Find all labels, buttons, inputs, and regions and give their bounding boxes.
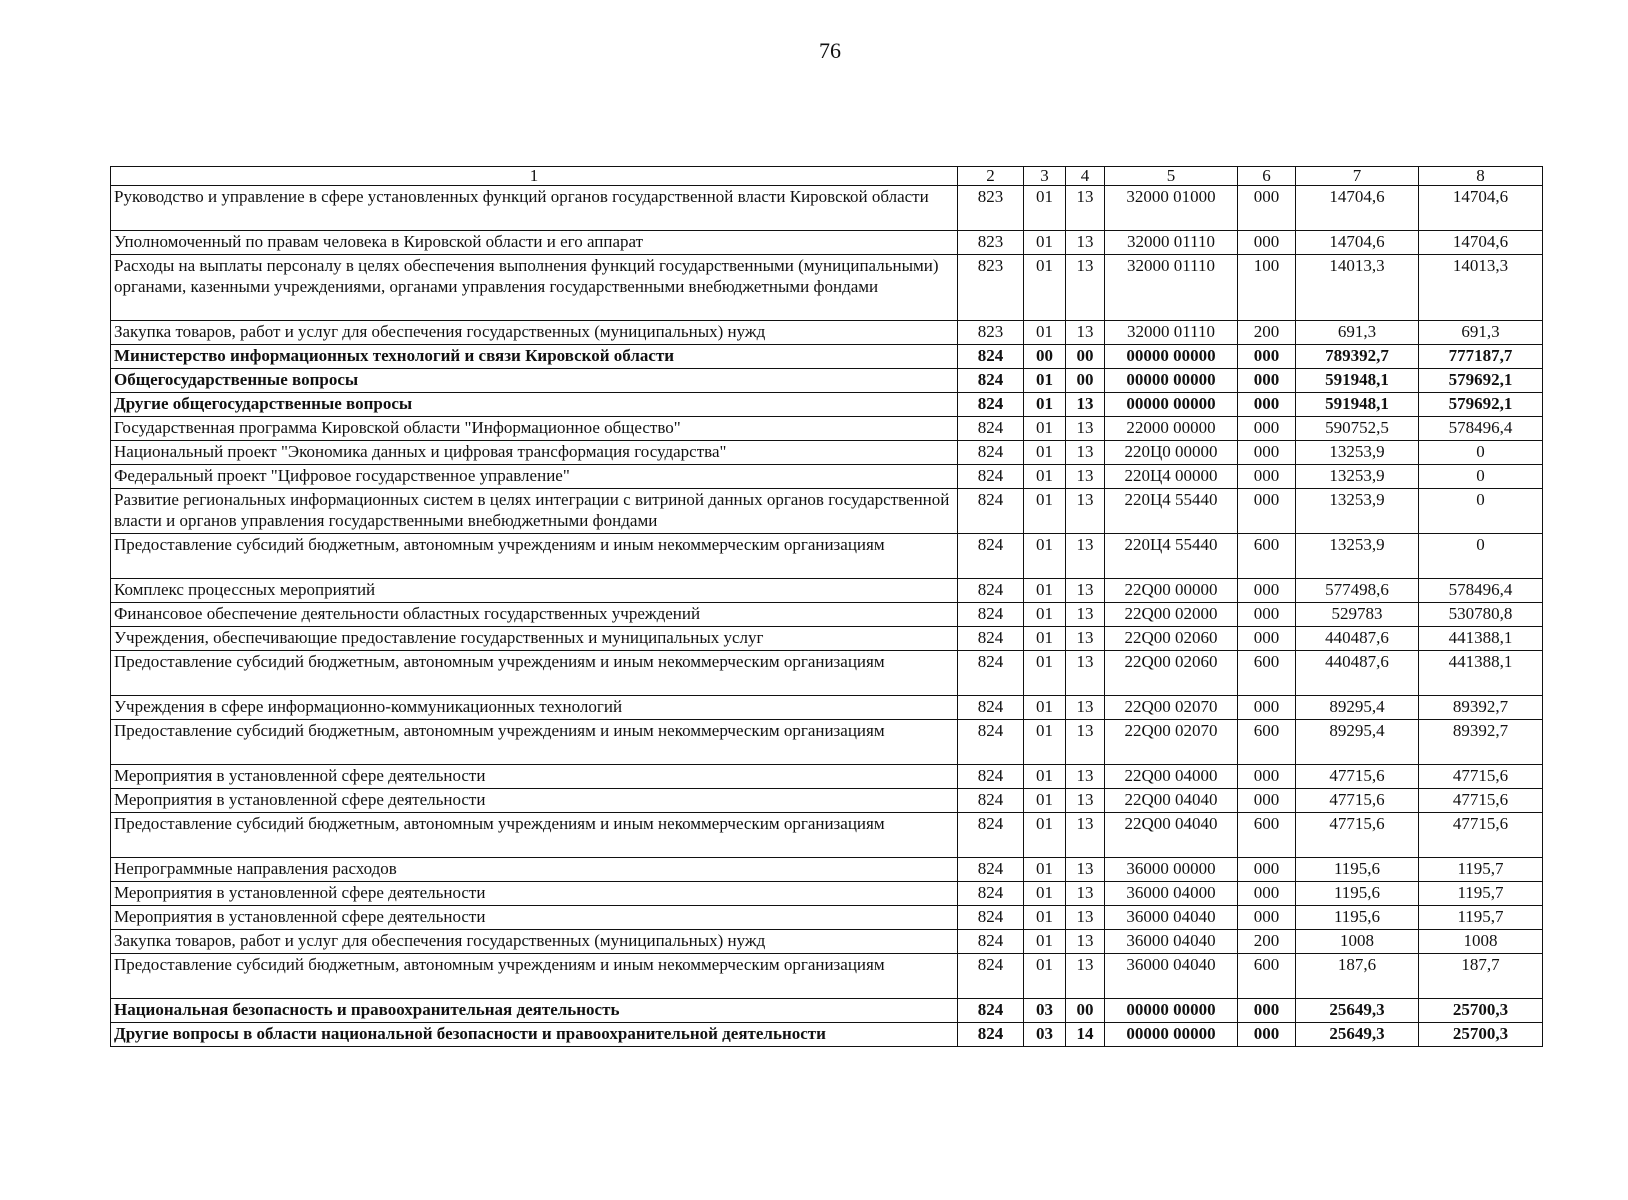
cell-row-name: Государственная программа Кировской области "Информационное общество" [111,417,958,441]
cell-expense-type-code: 000 [1238,417,1296,441]
cell-row-name: Предоставление субсидий бюджетным, автономным учреждениям и иным некоммерческим организациям [111,813,958,858]
cell-amount-year-2: 47715,6 [1419,789,1543,813]
cell-target-article-code: 32000 01000 [1105,186,1238,231]
cell-section-code: 01 [1024,954,1066,999]
column-header: 2 [958,167,1024,186]
cell-subsection-code: 13 [1066,603,1105,627]
cell-ministry-code: 824 [958,489,1024,534]
cell-subsection-code: 13 [1066,954,1105,999]
cell-expense-type-code: 000 [1238,579,1296,603]
cell-section-code: 01 [1024,930,1066,954]
cell-ministry-code: 824 [958,720,1024,765]
cell-ministry-code: 824 [958,417,1024,441]
cell-target-article-code: 220Ц4 55440 [1105,489,1238,534]
cell-expense-type-code: 000 [1238,489,1296,534]
cell-expense-type-code: 000 [1238,231,1296,255]
cell-expense-type-code: 000 [1238,1023,1296,1047]
cell-subsection-code: 13 [1066,417,1105,441]
table-row [111,882,1543,906]
table-row [111,789,1543,813]
cell-amount-year-1: 591948,1 [1296,393,1419,417]
cell-amount-year-1: 691,3 [1296,321,1419,345]
cell-ministry-code: 824 [958,534,1024,579]
table-row [111,369,1543,393]
cell-amount-year-2: 89392,7 [1419,720,1543,765]
cell-ministry-code: 824 [958,813,1024,858]
cell-ministry-code: 824 [958,954,1024,999]
cell-subsection-code: 13 [1066,534,1105,579]
cell-target-article-code: 00000 00000 [1105,999,1238,1023]
cell-target-article-code: 22Q00 02070 [1105,696,1238,720]
cell-expense-type-code: 000 [1238,369,1296,393]
cell-subsection-code: 13 [1066,765,1105,789]
cell-section-code: 01 [1024,417,1066,441]
cell-subsection-code: 13 [1066,930,1105,954]
cell-amount-year-1: 529783 [1296,603,1419,627]
cell-row-name: Развитие региональных информационных систем в целях интеграции с витриной данных органов государственной власти и органов управления государственными внебюджетными фондами [111,489,958,534]
cell-ministry-code: 824 [958,393,1024,417]
cell-section-code: 01 [1024,321,1066,345]
cell-row-name: Федеральный проект "Цифровое государственное управление" [111,465,958,489]
cell-section-code: 01 [1024,489,1066,534]
cell-amount-year-1: 440487,6 [1296,627,1419,651]
cell-row-name: Руководство и управление в сфере установленных функций органов государственной власти Кировской области [111,186,958,231]
cell-subsection-code: 13 [1066,789,1105,813]
cell-ministry-code: 823 [958,186,1024,231]
cell-subsection-code: 13 [1066,720,1105,765]
cell-amount-year-1: 14704,6 [1296,231,1419,255]
cell-subsection-code: 13 [1066,231,1105,255]
cell-subsection-code: 13 [1066,441,1105,465]
cell-row-name: Другие общегосударственные вопросы [111,393,958,417]
cell-section-code: 01 [1024,813,1066,858]
cell-amount-year-1: 13253,9 [1296,534,1419,579]
cell-amount-year-2: 0 [1419,534,1543,579]
cell-section-code: 01 [1024,579,1066,603]
table-body [111,186,1543,1047]
cell-amount-year-1: 789392,7 [1296,345,1419,369]
cell-row-name: Уполномоченный по правам человека в Кировской области и его аппарат [111,231,958,255]
cell-expense-type-code: 000 [1238,906,1296,930]
cell-target-article-code: 22Q00 02070 [1105,720,1238,765]
cell-amount-year-1: 440487,6 [1296,651,1419,696]
column-header: 1 [111,167,958,186]
cell-section-code: 01 [1024,696,1066,720]
table-row [111,579,1543,603]
column-header: 3 [1024,167,1066,186]
cell-row-name: Закупка товаров, работ и услуг для обеспечения государственных (муниципальных) нужд [111,930,958,954]
cell-subsection-code: 13 [1066,393,1105,417]
cell-subsection-code: 13 [1066,627,1105,651]
cell-subsection-code: 13 [1066,651,1105,696]
cell-section-code: 01 [1024,231,1066,255]
table-row [111,345,1543,369]
cell-ministry-code: 824 [958,858,1024,882]
cell-target-article-code: 220Ц0 00000 [1105,441,1238,465]
cell-amount-year-1: 187,6 [1296,954,1419,999]
cell-amount-year-1: 13253,9 [1296,465,1419,489]
cell-amount-year-1: 47715,6 [1296,789,1419,813]
cell-amount-year-2: 47715,6 [1419,813,1543,858]
cell-row-name: Предоставление субсидий бюджетным, автономным учреждениям и иным некоммерческим организациям [111,954,958,999]
cell-row-name: Предоставление субсидий бюджетным, автономным учреждениям и иным некоммерческим организациям [111,720,958,765]
cell-amount-year-2: 578496,4 [1419,417,1543,441]
cell-section-code: 01 [1024,720,1066,765]
cell-subsection-code: 13 [1066,906,1105,930]
cell-target-article-code: 32000 01110 [1105,255,1238,321]
table-row [111,321,1543,345]
cell-amount-year-1: 13253,9 [1296,489,1419,534]
table-row [111,417,1543,441]
table-row [111,1023,1543,1047]
cell-expense-type-code: 000 [1238,345,1296,369]
column-header: 5 [1105,167,1238,186]
table-row [111,930,1543,954]
cell-target-article-code: 36000 04040 [1105,930,1238,954]
cell-amount-year-2: 47715,6 [1419,765,1543,789]
cell-expense-type-code: 600 [1238,651,1296,696]
cell-row-name: Комплекс процессных мероприятий [111,579,958,603]
cell-target-article-code: 00000 00000 [1105,393,1238,417]
cell-expense-type-code: 000 [1238,765,1296,789]
cell-amount-year-1: 89295,4 [1296,696,1419,720]
column-header: 4 [1066,167,1105,186]
table-row [111,186,1543,231]
cell-row-name: Общегосударственные вопросы [111,369,958,393]
cell-ministry-code: 824 [958,345,1024,369]
cell-section-code: 01 [1024,255,1066,321]
table-row [111,813,1543,858]
cell-subsection-code: 00 [1066,345,1105,369]
cell-ministry-code: 824 [958,651,1024,696]
table-row [111,651,1543,696]
cell-subsection-code: 14 [1066,1023,1105,1047]
cell-expense-type-code: 200 [1238,321,1296,345]
cell-target-article-code: 220Ц4 00000 [1105,465,1238,489]
cell-ministry-code: 824 [958,369,1024,393]
cell-amount-year-2: 1195,7 [1419,882,1543,906]
cell-amount-year-1: 591948,1 [1296,369,1419,393]
cell-row-name: Расходы на выплаты персоналу в целях обеспечения выполнения функций государственными (муниципальными) органами, казенными учреждениями, органами управления государственными внебюджетными фондами [111,255,958,321]
cell-section-code: 01 [1024,603,1066,627]
cell-expense-type-code: 000 [1238,882,1296,906]
cell-amount-year-2: 25700,3 [1419,1023,1543,1047]
cell-target-article-code: 36000 04000 [1105,882,1238,906]
cell-subsection-code: 13 [1066,465,1105,489]
cell-target-article-code: 22Q00 00000 [1105,579,1238,603]
table-row [111,627,1543,651]
cell-ministry-code: 823 [958,321,1024,345]
cell-section-code: 01 [1024,369,1066,393]
cell-amount-year-2: 0 [1419,465,1543,489]
cell-section-code: 01 [1024,765,1066,789]
cell-amount-year-2: 1008 [1419,930,1543,954]
cell-target-article-code: 22Q00 02060 [1105,651,1238,696]
cell-amount-year-2: 0 [1419,489,1543,534]
cell-amount-year-2: 578496,4 [1419,579,1543,603]
cell-ministry-code: 824 [958,579,1024,603]
cell-row-name: Другие вопросы в области национальной безопасности и правоохранительной деятельности [111,1023,958,1047]
column-header: 7 [1296,167,1419,186]
cell-row-name: Национальная безопасность и правоохранительная деятельность [111,999,958,1023]
cell-expense-type-code: 000 [1238,393,1296,417]
cell-amount-year-2: 691,3 [1419,321,1543,345]
cell-target-article-code: 36000 04040 [1105,906,1238,930]
cell-row-name: Непрограммные направления расходов [111,858,958,882]
cell-ministry-code: 824 [958,1023,1024,1047]
cell-amount-year-1: 89295,4 [1296,720,1419,765]
cell-expense-type-code: 000 [1238,627,1296,651]
cell-expense-type-code: 000 [1238,603,1296,627]
cell-amount-year-1: 25649,3 [1296,999,1419,1023]
cell-amount-year-1: 1195,6 [1296,906,1419,930]
cell-row-name: Мероприятия в установленной сфере деятельности [111,906,958,930]
cell-subsection-code: 13 [1066,696,1105,720]
cell-section-code: 01 [1024,465,1066,489]
cell-amount-year-1: 47715,6 [1296,765,1419,789]
cell-amount-year-1: 14704,6 [1296,186,1419,231]
cell-expense-type-code: 000 [1238,465,1296,489]
cell-target-article-code: 36000 04040 [1105,954,1238,999]
cell-row-name: Мероприятия в установленной сфере деятельности [111,789,958,813]
table-row [111,858,1543,882]
cell-target-article-code: 220Ц4 55440 [1105,534,1238,579]
cell-row-name: Министерство информационных технологий и связи Кировской области [111,345,958,369]
cell-amount-year-2: 187,7 [1419,954,1543,999]
table-row [111,465,1543,489]
page-number: 76 [819,38,841,63]
table-row [111,906,1543,930]
cell-subsection-code: 13 [1066,186,1105,231]
cell-subsection-code: 00 [1066,999,1105,1023]
cell-amount-year-2: 14704,6 [1419,186,1543,231]
cell-amount-year-2: 89392,7 [1419,696,1543,720]
cell-row-name: Предоставление субсидий бюджетным, автономным учреждениям и иным некоммерческим организациям [111,651,958,696]
cell-amount-year-2: 530780,8 [1419,603,1543,627]
budget-table [110,166,1543,1047]
cell-ministry-code: 824 [958,789,1024,813]
cell-row-name: Закупка товаров, работ и услуг для обеспечения государственных (муниципальных) нужд [111,321,958,345]
cell-ministry-code: 824 [958,765,1024,789]
cell-amount-year-2: 579692,1 [1419,393,1543,417]
cell-subsection-code: 13 [1066,489,1105,534]
cell-section-code: 01 [1024,882,1066,906]
cell-ministry-code: 824 [958,603,1024,627]
cell-expense-type-code: 600 [1238,813,1296,858]
cell-expense-type-code: 600 [1238,954,1296,999]
cell-target-article-code: 22Q00 02000 [1105,603,1238,627]
cell-ministry-code: 824 [958,465,1024,489]
cell-row-name: Финансовое обеспечение деятельности областных государственных учреждений [111,603,958,627]
column-header: 8 [1419,167,1543,186]
cell-row-name: Мероприятия в установленной сфере деятельности [111,765,958,789]
cell-amount-year-1: 577498,6 [1296,579,1419,603]
cell-amount-year-1: 1008 [1296,930,1419,954]
cell-target-article-code: 32000 01110 [1105,321,1238,345]
cell-ministry-code: 823 [958,231,1024,255]
cell-section-code: 01 [1024,393,1066,417]
cell-target-article-code: 36000 00000 [1105,858,1238,882]
cell-section-code: 01 [1024,858,1066,882]
cell-section-code: 01 [1024,186,1066,231]
cell-row-name: Национальный проект "Экономика данных и цифровая трансформация государства" [111,441,958,465]
cell-section-code: 01 [1024,651,1066,696]
cell-section-code: 03 [1024,1023,1066,1047]
cell-subsection-code: 13 [1066,255,1105,321]
cell-subsection-code: 13 [1066,579,1105,603]
cell-row-name: Учреждения, обеспечивающие предоставление государственных и муниципальных услуг [111,627,958,651]
table-row [111,696,1543,720]
cell-subsection-code: 13 [1066,858,1105,882]
cell-section-code: 00 [1024,345,1066,369]
cell-expense-type-code: 000 [1238,858,1296,882]
cell-ministry-code: 824 [958,906,1024,930]
cell-section-code: 01 [1024,534,1066,579]
cell-amount-year-2: 14013,3 [1419,255,1543,321]
cell-amount-year-2: 25700,3 [1419,999,1543,1023]
cell-target-article-code: 22Q00 04040 [1105,813,1238,858]
cell-ministry-code: 824 [958,627,1024,651]
cell-ministry-code: 824 [958,696,1024,720]
cell-amount-year-1: 590752,5 [1296,417,1419,441]
cell-row-name: Предоставление субсидий бюджетным, автономным учреждениям и иным некоммерческим организациям [111,534,958,579]
cell-target-article-code: 00000 00000 [1105,345,1238,369]
table-row [111,954,1543,999]
cell-expense-type-code: 000 [1238,441,1296,465]
cell-amount-year-1: 25649,3 [1296,1023,1419,1047]
cell-amount-year-1: 14013,3 [1296,255,1419,321]
cell-target-article-code: 22Q00 02060 [1105,627,1238,651]
cell-amount-year-2: 579692,1 [1419,369,1543,393]
cell-target-article-code: 22Q00 04000 [1105,765,1238,789]
cell-expense-type-code: 200 [1238,930,1296,954]
table-row [111,393,1543,417]
cell-target-article-code: 00000 00000 [1105,1023,1238,1047]
cell-amount-year-2: 441388,1 [1419,627,1543,651]
cell-target-article-code: 22Q00 04040 [1105,789,1238,813]
cell-subsection-code: 00 [1066,369,1105,393]
cell-expense-type-code: 000 [1238,789,1296,813]
column-header: 6 [1238,167,1296,186]
cell-row-name: Учреждения в сфере информационно-коммуникационных технологий [111,696,958,720]
table-row [111,231,1543,255]
table-row [111,603,1543,627]
cell-row-name: Мероприятия в установленной сфере деятельности [111,882,958,906]
cell-ministry-code: 824 [958,999,1024,1023]
cell-subsection-code: 13 [1066,321,1105,345]
cell-section-code: 01 [1024,441,1066,465]
cell-ministry-code: 824 [958,441,1024,465]
cell-section-code: 01 [1024,627,1066,651]
cell-subsection-code: 13 [1066,882,1105,906]
table-row [111,720,1543,765]
cell-amount-year-1: 47715,6 [1296,813,1419,858]
cell-amount-year-2: 0 [1419,441,1543,465]
cell-expense-type-code: 000 [1238,696,1296,720]
cell-target-article-code: 32000 01110 [1105,231,1238,255]
cell-expense-type-code: 100 [1238,255,1296,321]
cell-target-article-code: 22000 00000 [1105,417,1238,441]
cell-section-code: 01 [1024,906,1066,930]
cell-expense-type-code: 600 [1238,534,1296,579]
cell-expense-type-code: 000 [1238,186,1296,231]
cell-amount-year-2: 441388,1 [1419,651,1543,696]
cell-amount-year-1: 13253,9 [1296,441,1419,465]
cell-expense-type-code: 000 [1238,999,1296,1023]
cell-expense-type-code: 600 [1238,720,1296,765]
cell-subsection-code: 13 [1066,813,1105,858]
table-row [111,999,1543,1023]
cell-amount-year-2: 1195,7 [1419,858,1543,882]
cell-target-article-code: 00000 00000 [1105,369,1238,393]
cell-amount-year-2: 777187,7 [1419,345,1543,369]
table-row [111,255,1543,321]
cell-ministry-code: 824 [958,930,1024,954]
header-row [111,167,1543,186]
cell-ministry-code: 823 [958,255,1024,321]
cell-amount-year-2: 14704,6 [1419,231,1543,255]
cell-amount-year-1: 1195,6 [1296,882,1419,906]
table-row [111,441,1543,465]
cell-section-code: 01 [1024,789,1066,813]
table-row [111,534,1543,579]
table-row [111,765,1543,789]
table-row [111,489,1543,534]
cell-amount-year-1: 1195,6 [1296,858,1419,882]
cell-section-code: 03 [1024,999,1066,1023]
cell-ministry-code: 824 [958,882,1024,906]
cell-amount-year-2: 1195,7 [1419,906,1543,930]
